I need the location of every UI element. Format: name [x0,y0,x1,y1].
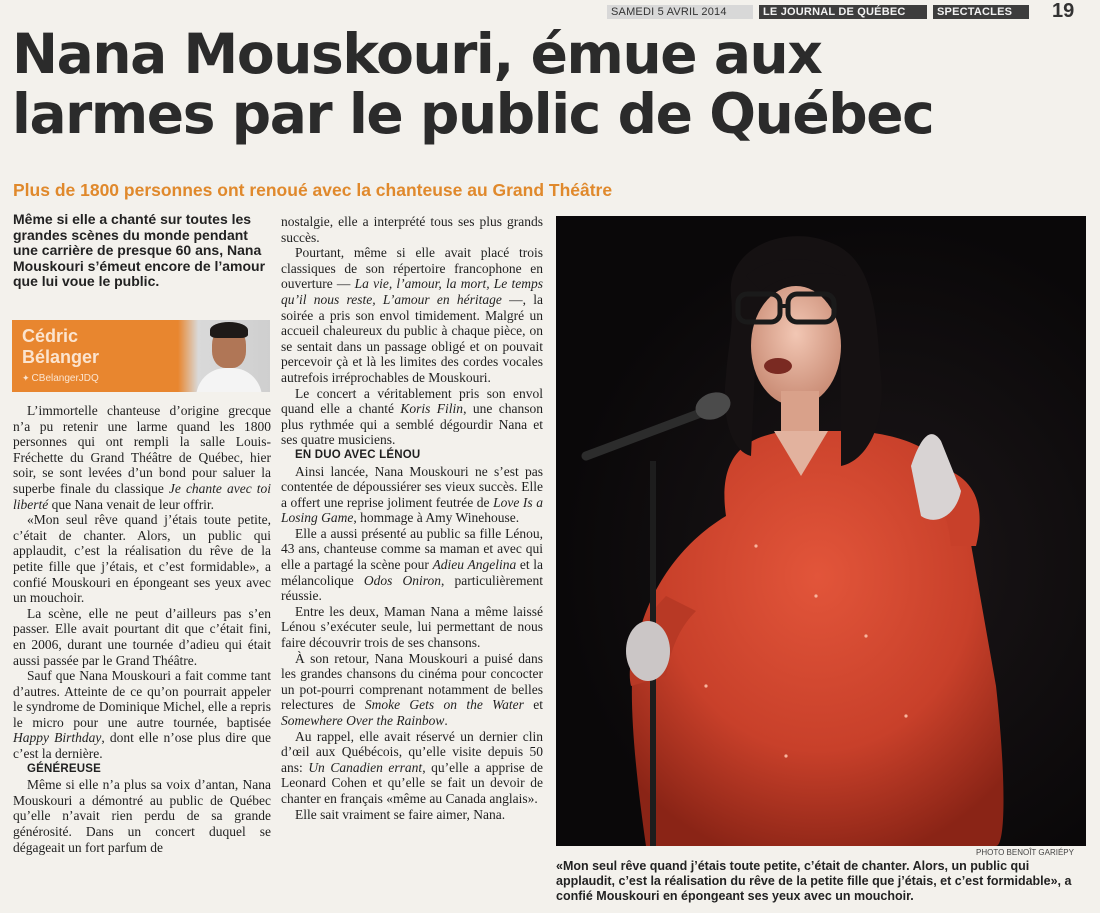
headline-line-2: larmes par le public de Québec [12,82,934,146]
subheadline: Plus de 1800 personnes ont renoué avec la chanteuse au Grand Théâtre [13,180,613,200]
newspaper-name: LE JOURNAL DE QUÉBEC [759,5,927,19]
author-twitter-handle: CBelangerJDQ [31,373,99,384]
page-header [607,4,1035,20]
article-column-2 [281,214,543,822]
article-paragraph: Même si elle n’a plus sa voix d’antan, Nana Mouskouri a démontré au public de Québec qu’elle n’avait rien perdu de sa grande générosité. Dans un concert duquel se dégageait un fort parfum de [13,777,271,855]
article-paragraph: Elle sait vraiment se faire aimer, Nana. [295,806,506,822]
article-paragraph: Ainsi lancée, Nana Mouskouri ne s’est pas contentée de dépoussiérer ses vieux succès. Elle a offert une reprise joliment feutrée de Love Is a Losing Game, hommage à Amy Winehouse. [281,463,543,526]
author-last-name: Bélanger [22,347,100,367]
byline-box [12,320,270,392]
issue-date: SAMEDI 5 AVRIL 2014 [607,5,753,19]
lead-paragraph: Même si elle a chanté sur toutes les grandes scènes du monde pendant une carrière de presque 60 ans, Nana Mouskouri s’émeut encore de l’amour que lui voue le public. [13,211,266,289]
article-paragraph: «Mon seul rêve quand j’étais toute petite, c’était de chanter. Alors, un public qui applaudit, c’est la réalisation du rêve de la petite fille que j’étais, et c’est formidable», a confié Mouskouri en épongeant ses yeux avec un mouchoir. [13,512,271,606]
author-name [22,326,99,368]
article-paragraph: Sauf que Nana Mouskouri a fait comme tant d’autres. Atteinte de ce qu’on pourrait appeler le syndrome de Dominique Michel, elle a repris le micro pour une autre tournée, baptisée Happy Birthday, dont elle n’ose plus dire que c’est la dernière. [13,668,271,762]
headline [12,24,1092,144]
author-twitter [22,373,99,384]
concert-photo [556,216,1086,846]
author-first-name: Cédric [22,326,79,346]
twitter-icon: ✦ [22,373,30,383]
article-paragraph: Au rappel, elle avait réservé un dernier clin d’œil aux Québécois, qu’elle visite depuis 50 ans: Un Canadien errant, qu’elle a apprise de Leonard Cohen et qu’elle se fait un devoir de chanter en français «même au Canada anglais». [281,728,544,806]
photo-caption: «Mon seul rêve quand j’étais toute petite, c’était de chanter. Alors, un public qui applaudit, c’est la réalisation du rêve de la petite fille que j’étais, et c’est formidable», a confié Mouskouri en épongeant ses yeux avec un mouchoir. [556,859,1072,903]
photo-credit: PHOTO BENOÎT GARIÉPY [976,848,1074,857]
article-paragraph: nostalgie, elle a interprété tous ses plus grands succès. [281,214,543,245]
singer-illustration [556,216,1086,846]
article-paragraph: La scène, elle ne peut d’ailleurs pas s’en passer. Elle avait pourtant dit que c’était fini, en 2006, durant une tournée d’adieu qui était aussi passée par le Grand Théâtre. [13,605,271,668]
article-paragraph: Entre les deux, Maman Nana a même laissé Lénou s’exécuter seule, lui permettant de nous faire découvrir trois de ses chansons. [281,603,543,651]
author-photo [178,320,270,392]
page-number: 19 [1052,0,1075,22]
section-heading: GÉNÉREUSE [27,762,102,775]
section-name: SPECTACLES [933,5,1029,19]
article-paragraph: L’immortelle chanteuse d’origine grecque n’a pu retenir une larme quand les 1800 personnes qui ont rempli la salle Louis-Fréchette du Grand Théâtre de Québec, hier soir, se sont levées d’un bond pour saluer la superbe finale du classique Je chante avec toi liberté que Nana venait de leur offrir. [13,403,271,512]
article-paragraph: Le concert a véritablement pris son envol quand elle a chanté Koris Filin, une chanson plus rythmée qui a semblé dégourdir Nana et ses quatre musiciens. [281,385,544,448]
article-paragraph: À son retour, Nana Mouskouri a puisé dans les grandes chansons du cinéma pour concocter un pot-pourri comprenant notamment de belles relectures de Smoke Gets on the Water et Somewhere Over the Rainbow. [281,650,543,728]
headline-line-1: Nana Mouskouri, émue aux [12,22,822,86]
article-column-1 [13,403,271,855]
article-paragraph: Elle a aussi présenté au public sa fille Lénou, 43 ans, chanteuse comme sa maman et avec qui elle a partagé la scène pour Adieu Angelina et la mélancolique Odos Oniron, particulièrement réussie. [281,525,543,604]
section-heading: EN DUO AVEC LÉNOU [295,448,421,461]
article-paragraph: Pourtant, même si elle avait placé trois classiques de son répertoire francophone en ouverture — La vie, l’amour, la mort, Le temps qu’il nous reste, L’amour en héritage —, la soirée a pris son envol timidement. Malgré un accueil chaleureux du public à chaque pièce, on se sentait dans un passage obligé et on pouvait percevoir çà et là les limites des cordes vocales autrefois irréprochables de Mouskouri. [281,245,543,385]
